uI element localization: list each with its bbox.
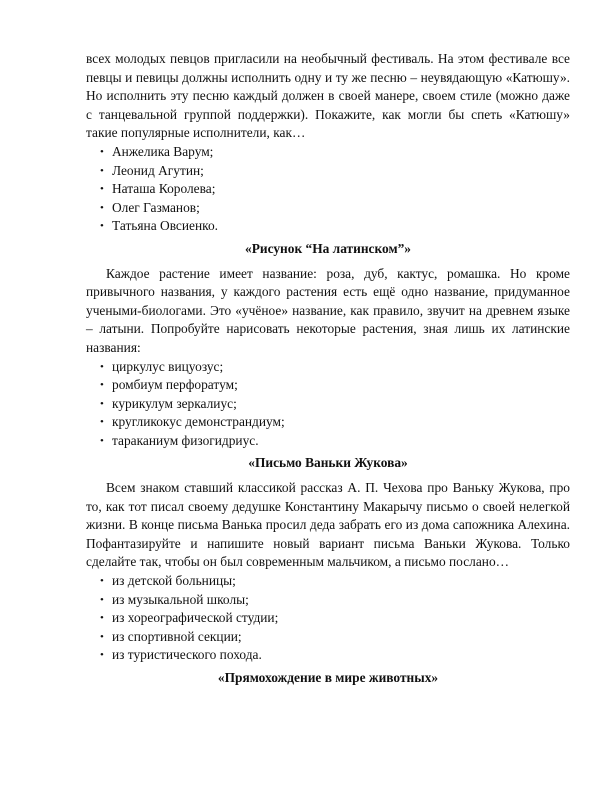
- section-title-animals: «Прямохождение в мире животных»: [217, 670, 439, 685]
- bullet-icon: •: [100, 201, 104, 214]
- list-item-text: Наташа Королева;: [112, 181, 216, 197]
- latin-paragraph: Каждое растение имеет название: роза, дуб, кактус, ромашка. Но кроме привычного названия, у каждого растения есть ещё одно название, придуманное учеными-биологами. Это «учёное» название, как правило, звучит на древнем языке – латыни. Попробуйте нарисовать некоторые растения, зная лишь их латинские названия:: [86, 265, 570, 355]
- list-item: [86, 376, 570, 395]
- list-item: [86, 395, 570, 414]
- list-item: [86, 646, 570, 665]
- list-item: [86, 162, 570, 181]
- list-item-text: циркулус вицуозус;: [112, 358, 224, 374]
- intro-paragraph: всех молодых певцов пригласили на необычный фестиваль. На этом фестивале все певцы и певицы должны исполнить одну и ту же песню – неувядающую «Катюшу». Но исполнить эту песню каждый должен в своей манере, своем стиле (можно даже с танцевальной группой поддержки). Покажите, как могли бы спеть «Катюшу» такие популярные исполнители, как…: [86, 51, 570, 141]
- section-title-vanka: «Письмо Ваньки Жукова»: [248, 455, 408, 471]
- bullet-icon: •: [100, 434, 104, 447]
- list-item: [86, 143, 570, 162]
- list-item: [86, 609, 570, 628]
- letter-origins-list: [86, 572, 570, 665]
- section-title-latin: «Рисунок “На латинском”»: [245, 240, 411, 256]
- list-item-text: Леонид Агутин;: [112, 162, 204, 178]
- list-item-text: ромбиум перфоратум;: [112, 377, 238, 393]
- bullet-icon: •: [100, 397, 104, 410]
- list-item: [86, 591, 570, 610]
- list-item: [86, 432, 570, 451]
- bullet-icon: •: [100, 630, 104, 643]
- list-item-text: курикулум зеркалиус;: [112, 395, 237, 411]
- bullet-icon: •: [100, 379, 104, 392]
- bullet-icon: •: [100, 164, 104, 177]
- list-item-text: из спортивной секции;: [112, 628, 242, 644]
- list-item: [86, 217, 570, 236]
- vanka-paragraph: Всем знаком ставший классикой рассказ А. П. Чехова про Ваньку Жукова, про то, как тот писал своему дедушке Константину Макарычу письмо о своей нелегкой жизни. В конце письма Ванька просил деда забрать его из дома сапожника Алехина. Пофантазируйте и напишите новый вариант письма Ваньки Жукова. Только сделайте так, чтобы он был современным мальчиком, а письмо послано…: [86, 480, 570, 570]
- bullet-icon: •: [100, 416, 104, 429]
- list-item: [86, 413, 570, 432]
- list-item-text: из музыкальной школы;: [112, 591, 249, 607]
- bullet-icon: •: [100, 575, 104, 588]
- bullet-icon: •: [100, 145, 104, 158]
- bullet-icon: •: [100, 649, 104, 662]
- bullet-icon: •: [100, 360, 104, 373]
- bullet-icon: •: [100, 183, 104, 196]
- document-page: [86, 50, 570, 694]
- list-item-text: тараканиум физогидриус.: [112, 432, 259, 448]
- latin-names-list: [86, 358, 570, 451]
- list-item: [86, 628, 570, 647]
- list-item: [86, 180, 570, 199]
- list-item-text: кругликокус демонстрандиум;: [112, 414, 285, 430]
- bullet-icon: •: [100, 612, 104, 625]
- list-item-text: Татьяна Овсиенко.: [112, 218, 219, 234]
- list-item: [86, 572, 570, 591]
- list-item-text: из туристического похода.: [112, 647, 262, 663]
- bullet-icon: •: [100, 593, 104, 606]
- list-item-text: из детской больницы;: [112, 573, 236, 589]
- list-item: [86, 199, 570, 218]
- list-item-text: из хореографической студии;: [112, 610, 279, 626]
- bullet-icon: •: [100, 220, 104, 233]
- list-item-text: Анжелика Варум;: [112, 143, 214, 159]
- list-item: [86, 358, 570, 377]
- singers-list: [86, 143, 570, 236]
- list-item-text: Олег Газманов;: [112, 199, 200, 215]
